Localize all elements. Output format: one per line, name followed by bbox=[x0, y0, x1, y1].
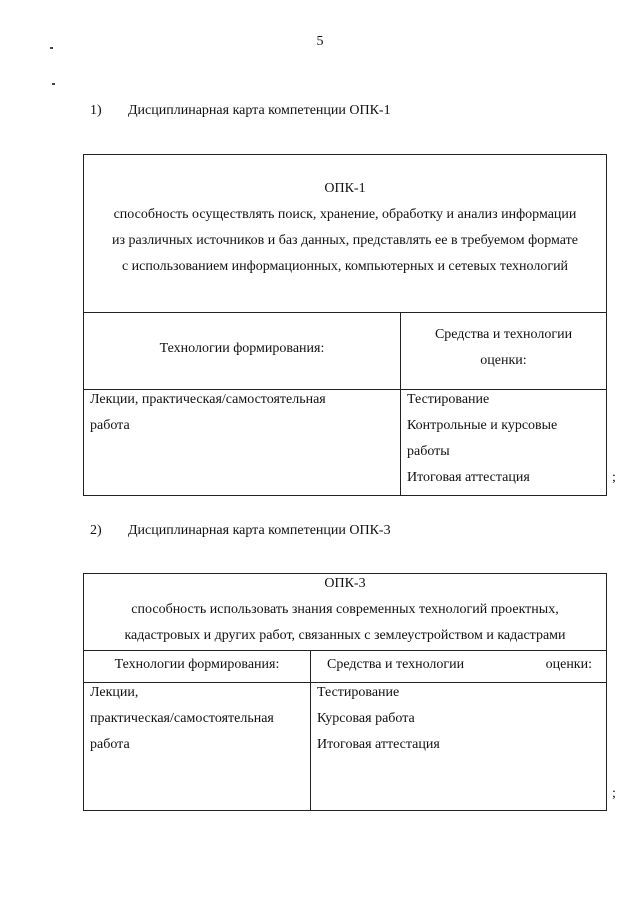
card1-heading-number: 1) bbox=[90, 103, 102, 118]
card2-description-line: кадастровых и других работ, связанных с землеустройством и кадастрами bbox=[124, 628, 566, 643]
card1-row-divider bbox=[84, 312, 606, 313]
card1-competency-block bbox=[84, 176, 606, 280]
card2-description-line: способность использовать знания современных технологий проектных, bbox=[131, 602, 559, 617]
card1-left-items bbox=[90, 387, 396, 439]
card1-right-items bbox=[407, 387, 602, 491]
scan-speck bbox=[50, 47, 53, 49]
card1-col-left-header bbox=[84, 336, 400, 362]
card1-trailing-semicolon: ; bbox=[612, 470, 616, 485]
card2-right-item: Курсовая работа bbox=[317, 711, 415, 726]
card1-col-right-header-line: Средства и технологии bbox=[434, 327, 573, 342]
scan-speck bbox=[52, 83, 55, 85]
card1-left-item: Лекции, практическая/самостоятельная bbox=[90, 392, 326, 407]
card2-col-left-header-text: Технологии формирования: bbox=[114, 657, 280, 672]
card2-heading bbox=[90, 523, 391, 539]
card2-left-items bbox=[90, 680, 308, 758]
card2-col-right-header-part2: оценки: bbox=[545, 657, 592, 672]
card1-right-item: работы bbox=[407, 444, 450, 459]
card2-heading-text: Дисциплинарная карта компетенции ОПК-3 bbox=[128, 523, 391, 538]
card1-col-right-header bbox=[401, 322, 606, 374]
card1-right-item: Тестирование bbox=[407, 392, 490, 407]
card1-description-line: из различных источников и баз данных, представлять ее в требуемом формате bbox=[112, 233, 578, 248]
card1-description-line: с использованием информационных, компьютерных и сетевых технологий bbox=[121, 259, 569, 274]
card2-right-items bbox=[317, 680, 602, 758]
card1-left-item: работа bbox=[90, 418, 130, 433]
card2-col-left-header bbox=[84, 652, 310, 678]
card1-col-left-header-text: Технологии формирования: bbox=[159, 341, 325, 356]
card1-description-line: способность осуществлять поиск, хранение, обработку и анализ информации bbox=[113, 207, 577, 222]
card2-competency-code: ОПК-3 bbox=[324, 576, 366, 591]
card2-competency-block bbox=[84, 571, 606, 649]
card2-column-divider bbox=[310, 650, 311, 810]
card2-left-item: Лекции, bbox=[90, 685, 139, 700]
card2-col-right-header-part1: Средства и технологии bbox=[327, 657, 465, 672]
card2-left-item: работа bbox=[90, 737, 130, 752]
card1-table bbox=[83, 154, 607, 496]
card1-right-item: Контрольные и курсовые bbox=[407, 418, 558, 433]
card2-right-item: Итоговая аттестация bbox=[317, 737, 440, 752]
card2-left-item: практическая/самостоятельная bbox=[90, 711, 274, 726]
card2-trailing-semicolon: ; bbox=[612, 786, 616, 801]
card1-heading-text: Дисциплинарная карта компетенции ОПК-1 bbox=[128, 103, 391, 118]
card1-right-item: Итоговая аттестация bbox=[407, 470, 530, 485]
card1-competency-code: ОПК-1 bbox=[324, 181, 366, 196]
card2-heading-number: 2) bbox=[90, 523, 102, 538]
card1-col-right-header-line: оценки: bbox=[480, 353, 527, 368]
card1-heading bbox=[90, 103, 391, 119]
card2-row-divider bbox=[84, 650, 606, 651]
card2-right-item: Тестирование bbox=[317, 685, 400, 700]
card2-table bbox=[83, 573, 607, 811]
page-number: 5 bbox=[316, 34, 324, 49]
